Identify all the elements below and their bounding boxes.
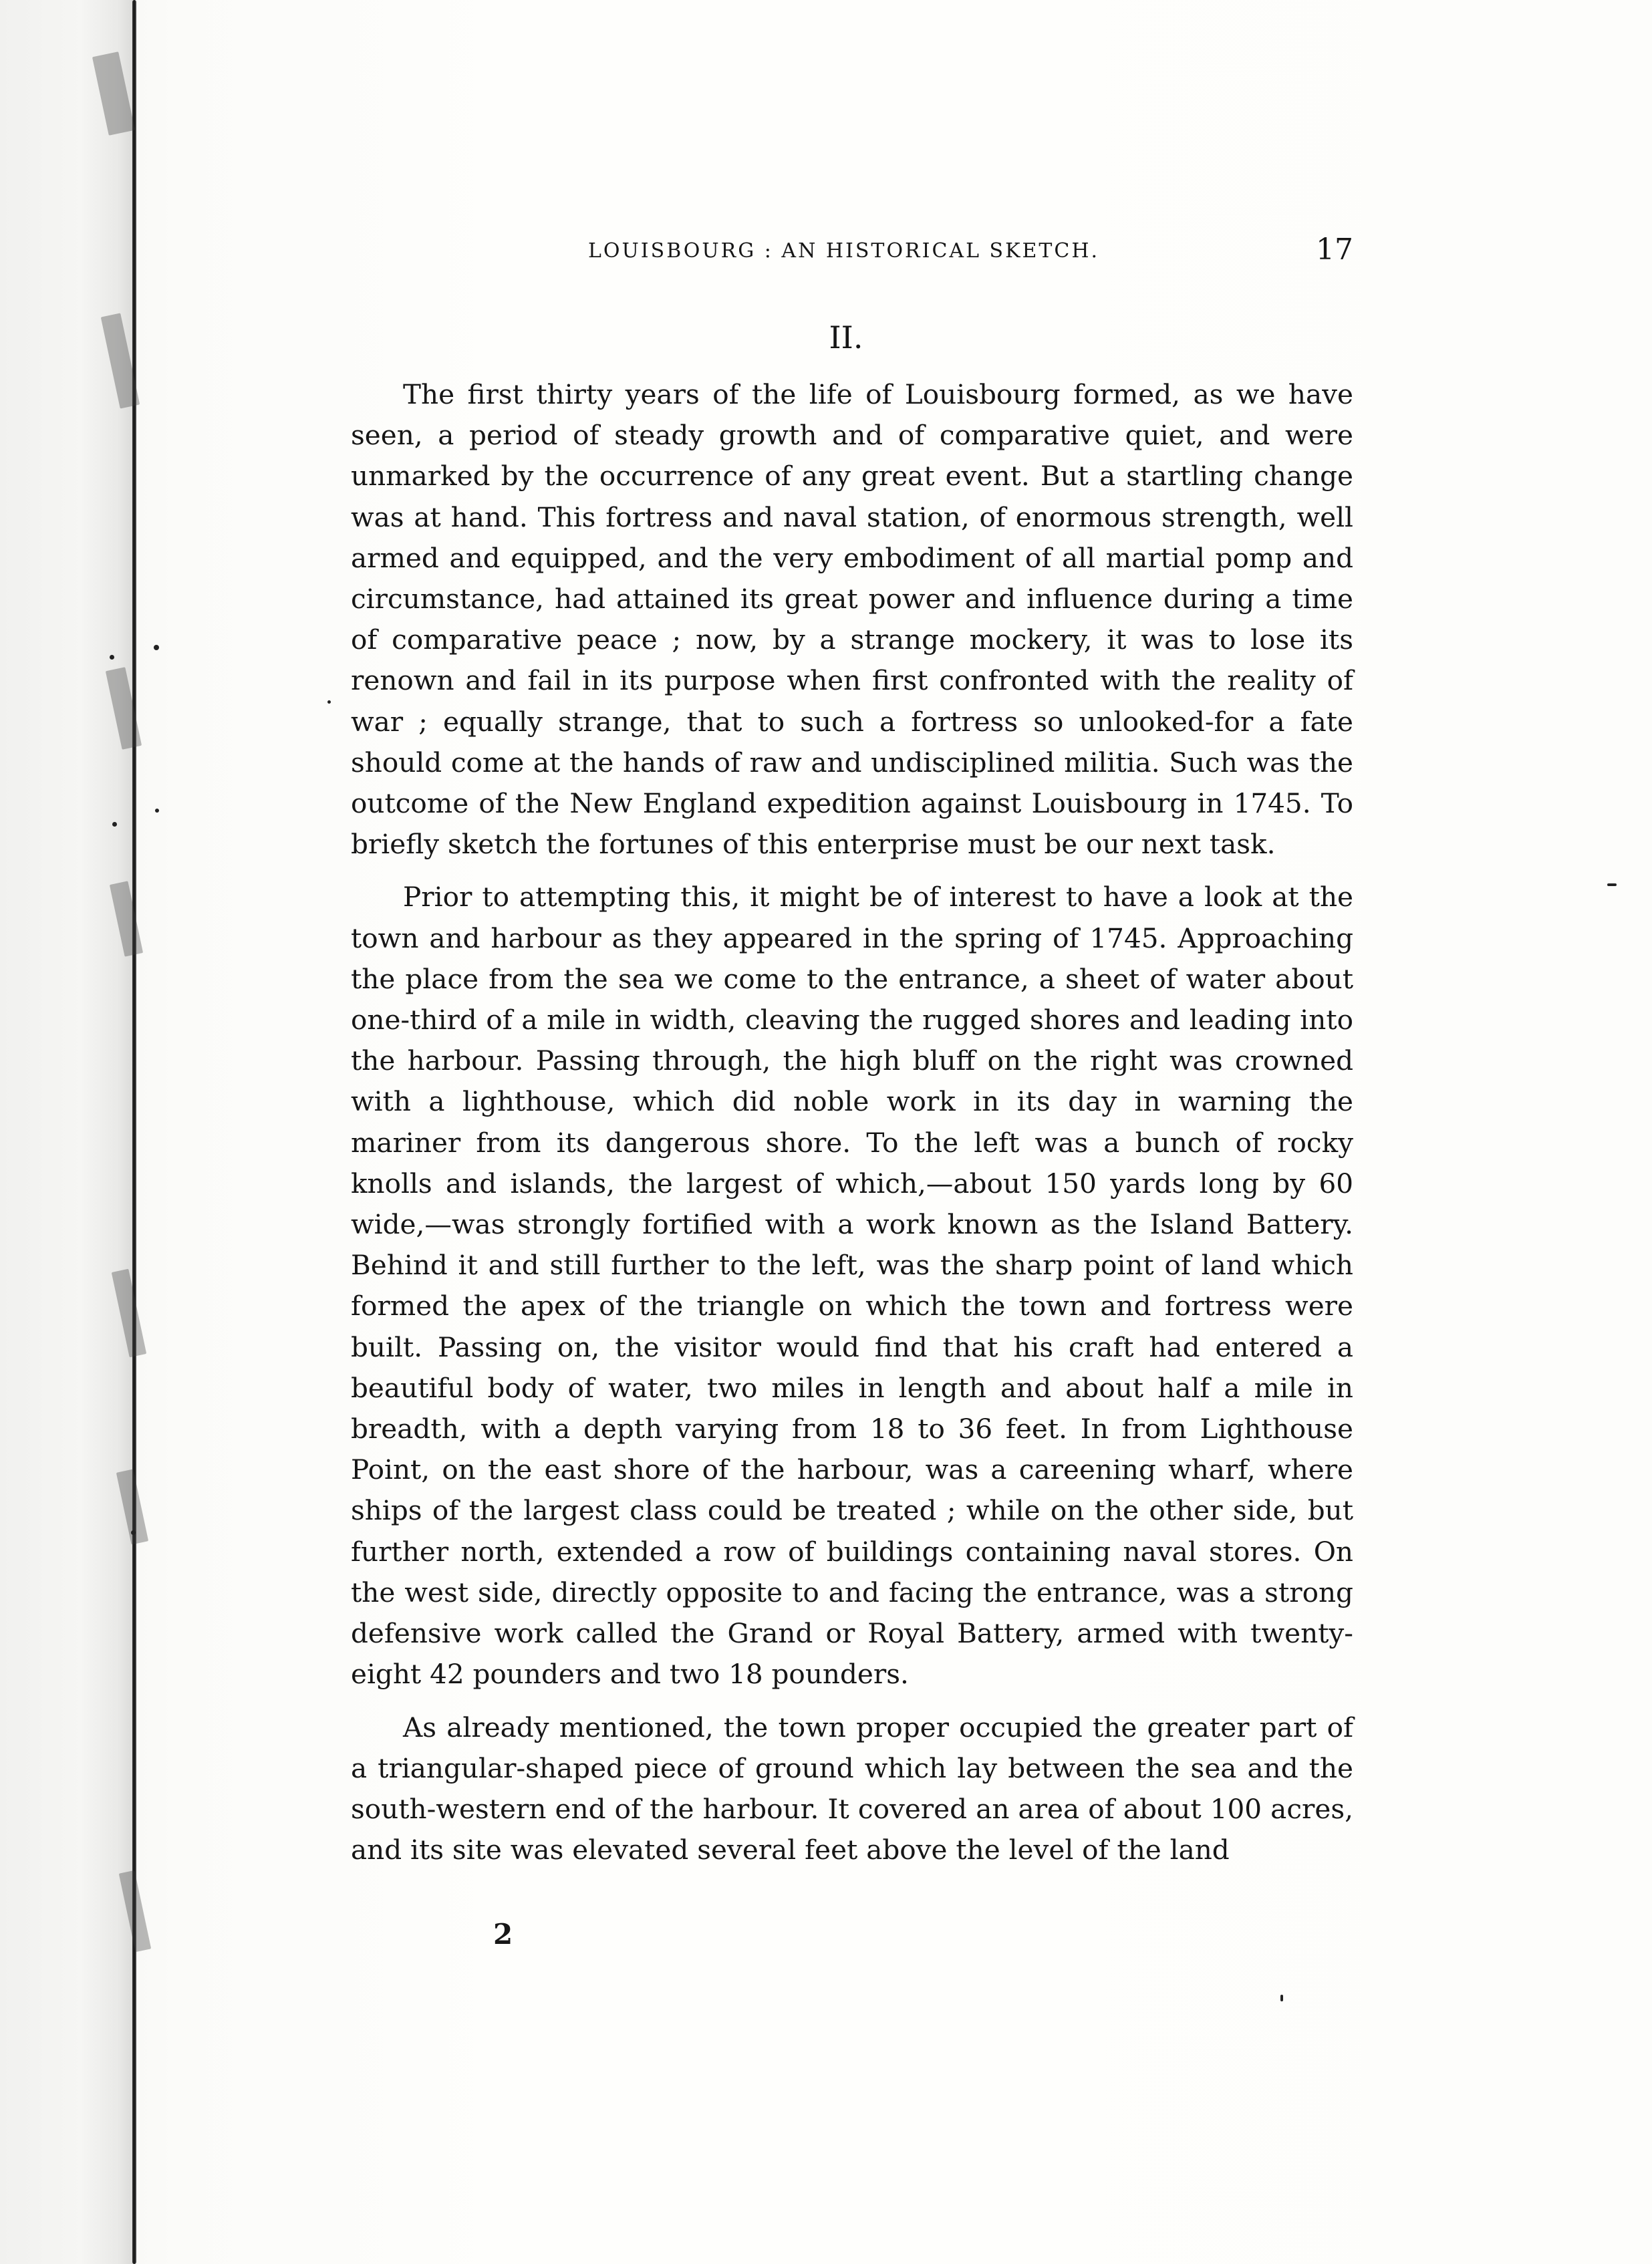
body-text: [351, 374, 1353, 1882]
ink-speck: [1280, 1995, 1283, 2001]
paragraph: The first thirty years of the life of Louisbourg formed, as we have seen, a period of steady growth and of comparative quiet, and were unmarked by the occurrence of any great event. But a startling change was at hand. This fortress and naval station, of enormous strength, well armed and equipped, and the very embodiment of all martial pomp and circumstance, had attained its great power and influence during a time of comparative peace ; now, by a strange mockery, it was to lose its renown and fail in its purpose when first confronted with the reality of war ; equally strange, that to such a fortress so unlooked-for a fate should come at the hands of raw and undisciplined militia. Such was the outcome of the New England expedition against Louisbourg in 1745. To briefly sketch the fortunes of this enterprise must be our next task.: [351, 378, 1353, 861]
ink-speck: [112, 822, 117, 827]
running-head: [351, 233, 1353, 273]
ink-speck: [110, 655, 114, 660]
running-title: LOUISBOURG : AN HISTORICAL SKETCH.: [588, 239, 1100, 263]
paragraph: As already mentioned, the town proper occupied the greater part of a triangular-shaped piece of ground which lay between the sea and the south-western end of the harbour. It covered an area of about 100 acres, and its site was elevated several feet above the level of the land: [351, 1711, 1353, 1866]
ink-speck: [154, 645, 159, 650]
ink-speck: [155, 809, 159, 813]
paragraph: Prior to attempting this, it might be of interest to have a look at the town and harbour as they appeared in the spring of 1745. Approaching the place from the sea we come to the entrance, a sheet of water about one-third of a mile in width, cleaving the rugged shores and leading into the harbour. Passing through, the high bluff on the right was crowned with a lighthouse, which did noble work in its day in warning the mariner from its dangerous shore. To the left was a bunch of rocky knolls and islands, the largest of which,—about 150 yards long by 60 wide,—was strongly fortified with a work known as the Island Battery. Behind it and still further to the left, was the sharp point of land which formed the apex of the triangle on which the town and fortress were built. Passing on, the visitor would find that his craft had entered a beautiful body of water, two miles in length and about half a mile in breadth, with a depth varying from 18 to 36 feet. In from Lighthouse Point, on the east shore of the harbour, was a careening wharf, where ships of the largest class could be treated ; while on the other side, but further north, extended a row of buildings containing naval stores. On the west side, directly opposite to and facing the entrance, was a strong defensive work called the Grand or Royal Battery, armed with twenty-eight 42 pounders and two 18 pounders.: [351, 881, 1353, 1691]
section-heading: II.: [829, 319, 863, 356]
signature-mark: 2: [493, 1918, 513, 1951]
ink-speck: [327, 700, 331, 704]
page-number: 17: [1316, 233, 1353, 267]
ink-speck: [131, 1530, 136, 1535]
ink-speck: [1607, 883, 1617, 886]
